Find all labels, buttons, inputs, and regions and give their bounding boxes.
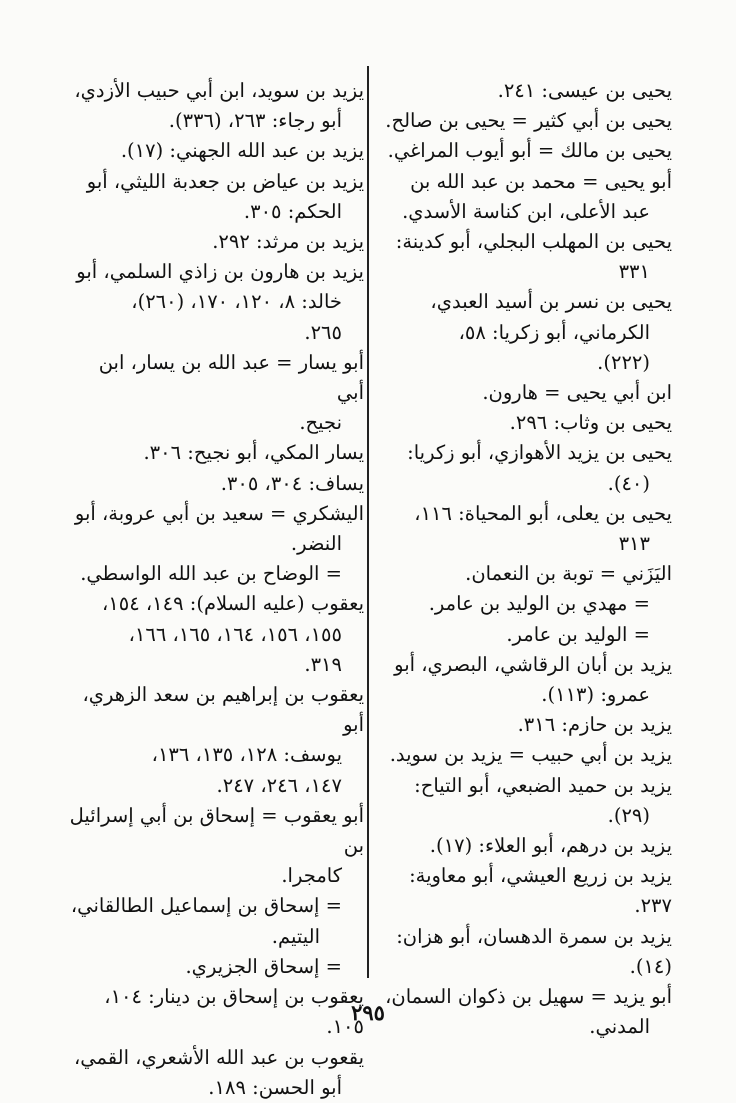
index-entry-line: يعقوب بن إسحاق بن دينار: ١٠٤، ١٠٥.	[104, 985, 364, 1039]
index-entry-continuation: كامجرا.	[281, 864, 342, 888]
index-entry-line: = إسحاق بن إسماعيل الطالقاني،	[70, 894, 342, 918]
index-entry	[66, 227, 364, 257]
index-entry	[374, 287, 672, 378]
index-entry-line: يسار المكي، أبو نجيح: ٣٠٦.	[143, 441, 364, 465]
index-entry-continuation: (٢٢٢).	[597, 350, 650, 374]
index-entry-continuation: الحكم: ٣٠٥.	[243, 199, 342, 223]
index-entry-continuation: أبو الحسن: ١٨٩.	[208, 1075, 342, 1099]
index-entry	[66, 801, 364, 892]
index-entry-continuation: (٢٩).	[607, 803, 650, 827]
index-entry-line: يزيد بن سويد، ابن أبي حبيب الأزدي،	[74, 79, 364, 102]
index-column-right	[374, 76, 672, 1043]
index-entry	[374, 106, 672, 136]
index-entry-line: يحيى بن المهلب البجلي، أبو كدينة:	[395, 230, 672, 254]
index-entry-continuation: عمرو: (١١٣).	[541, 683, 650, 707]
index-entry	[66, 680, 364, 801]
index-entry-line: اليَزَني = توبة بن النعمان.	[465, 562, 672, 586]
index-entry	[374, 740, 672, 770]
index-entry	[66, 76, 364, 136]
index-entry-line: يزيد بن أبان الرقاشي، البصري، أبو	[394, 652, 672, 676]
index-entry-line: يزيد بن أبي حبيب = يزيد بن سويد.	[389, 743, 672, 767]
index-entry	[374, 589, 672, 619]
index-entry-line: يعقوب (عليه السلام): ١٤٩، ١٥٤،	[101, 592, 364, 616]
index-entry	[66, 469, 364, 499]
index-entry-line: = الوضاح بن عبد الله الواسطي.	[80, 562, 342, 586]
index-entry	[374, 136, 672, 166]
index-entry-line: يزيد بن زريع العيشي، أبو معاوية: ٢٣٧.	[409, 864, 672, 918]
index-entry	[66, 559, 364, 589]
index-entry	[374, 650, 672, 710]
index-entry	[374, 76, 672, 106]
index-entry-line: أبو يسار = عبد الله بن يسار، ابن أبي	[98, 350, 364, 405]
index-entry	[66, 589, 364, 680]
index-entry	[66, 348, 364, 439]
index-entry	[66, 1043, 364, 1103]
index-entry-line: يزيد بن هارون بن زاذي السلمي، أبو	[76, 260, 364, 284]
index-entry-line: يعقوب بن إبراهيم بن سعد الزهري، أبو	[82, 683, 364, 737]
index-column-left	[66, 76, 364, 1103]
index-entry-line: = الوليد بن عامر.	[506, 622, 650, 646]
index-entry-line: يزيد بن مرثد: ٢٩٢.	[212, 230, 364, 254]
index-entry-line: يحيى بن مالك = أبو أيوب المراغي.	[387, 139, 672, 163]
index-entry	[66, 952, 364, 982]
index-entry	[66, 438, 364, 468]
index-entry-line: يساف: ٣٠٤، ٣٠٥.	[220, 471, 364, 495]
index-entry-line: يحيى بن وثاب: ٢٩٦.	[509, 411, 672, 435]
index-entry-line: يحيى بن يزيد الأهوازي، أبو زكريا:	[407, 441, 672, 465]
index-entry	[374, 710, 672, 740]
index-entry-continuation: ٣٣١	[618, 260, 650, 284]
index-entry	[374, 559, 672, 589]
index-entry	[374, 771, 672, 831]
index-entry	[66, 136, 364, 166]
index-entry	[374, 167, 672, 227]
index-entry-continuation: الكرماني، أبو زكريا: ٥٨،	[458, 320, 650, 344]
index-entry-continuation: النضر.	[290, 532, 342, 556]
index-entry-line: = مهدي بن الوليد بن عامر.	[428, 592, 650, 616]
index-entry	[66, 499, 364, 559]
index-entry-continuation: خالد: ٨، ١٢٠، ١٧٠، (٢٦٠)،	[131, 290, 342, 314]
index-entry-continuation: أبو رجاء: ٢٦٣، (٣٣٦).	[168, 109, 342, 133]
index-entry-line: ابن أبي يحيى = هارون.	[482, 381, 672, 405]
page-number: ٢٩٥	[351, 1000, 385, 1025]
index-entry-continuation: عبد الأعلى، ابن كناسة الأسدي.	[402, 199, 650, 223]
index-entry-continuation: يوسف: ١٢٨، ١٣٥، ١٣٦،	[151, 743, 342, 767]
index-entry	[66, 891, 364, 951]
index-entry-line: يزيد بن عبد الله الجهني: (١٧).	[120, 139, 364, 163]
index-entry-line: يحيى بن نسر بن أسيد العبدي،	[430, 290, 672, 314]
index-entry	[374, 499, 672, 559]
column-divider	[367, 66, 369, 978]
index-entry-continuation: ١٥٥، ١٥٦، ١٦٤، ١٦٥، ١٦٦،	[128, 622, 342, 646]
index-entry-continuation: ٣١٩.	[304, 652, 342, 676]
index-entry	[374, 861, 672, 921]
index-entry-continuation: المدني.	[589, 1015, 650, 1039]
index-entry-line: يزيد بن عياض بن جعدبة الليثي، أبو	[86, 169, 364, 193]
index-entry-continuation: ٣١٣	[618, 532, 650, 556]
index-entry-line: يقعوب بن عبد الله الأشعري، القمي،	[73, 1045, 364, 1069]
index-entry-line: يزيد بن حازم: ٣١٦.	[517, 713, 672, 737]
index-entry-line: يحيى بن عيسى: ٢٤١.	[497, 79, 672, 102]
index-entry-line: أبو يحيى = محمد بن عبد الله بن	[410, 169, 672, 193]
index-entry	[374, 620, 672, 650]
index-entry	[374, 831, 672, 861]
index-entry-line: يحيى بن أبي كثير = يحيى بن صالح.	[385, 109, 672, 133]
index-entry	[374, 227, 672, 287]
index-entry-continuation: اليتيم.	[271, 924, 320, 948]
index-entry-line: يزيد بن درهم، أبو العلاء: (١٧).	[429, 834, 672, 858]
index-entry-line: أبو يزيد = سهيل بن ذكوان السمان،	[385, 985, 672, 1009]
index-entry-continuation: ٢٦٥.	[304, 320, 342, 344]
index-entry-continuation: ١٤٧، ٢٤٦، ٢٤٧.	[216, 773, 342, 797]
index-entry-line: اليشكري = سعيد بن أبي عروبة، أبو	[74, 501, 364, 525]
index-entry-continuation: (٤٠).	[607, 471, 650, 495]
index-entry-line: أبو يعقوب = إسحاق بن أبي إسرائيل بن	[69, 803, 364, 858]
index-entry	[374, 922, 672, 982]
index-entry	[374, 438, 672, 498]
index-entry	[374, 378, 672, 408]
index-entry-continuation: نجيح.	[299, 411, 342, 435]
index-entry-line: = إسحاق الجزيري.	[185, 954, 342, 978]
index-entry	[66, 167, 364, 227]
index-entry	[66, 257, 364, 348]
index-entry-line: يحيى بن يعلى، أبو المحياة: ١١٦،	[414, 501, 672, 525]
index-entry	[374, 408, 672, 438]
index-entry-line: يزيد بن سمرة الدهسان، أبو هزان: (١٤).	[396, 924, 672, 978]
index-entry-line: يزيد بن حميد الضبعي، أبو التياح:	[414, 773, 672, 797]
